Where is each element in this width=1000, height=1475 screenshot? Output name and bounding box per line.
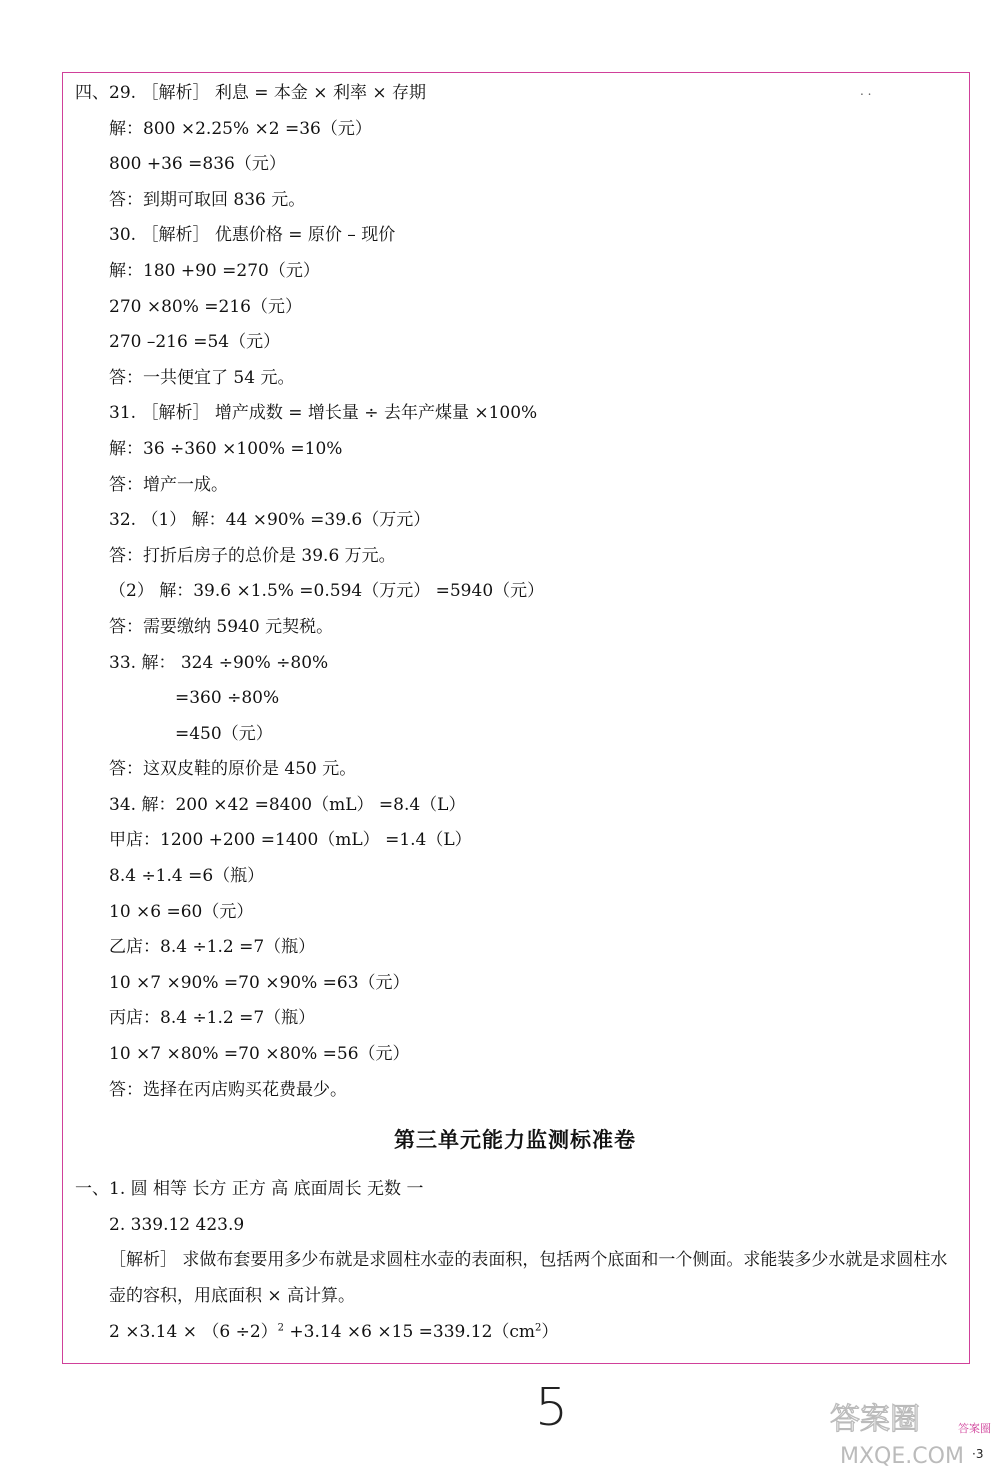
text-line: 270 ×80% =216（元） xyxy=(109,296,302,317)
text-line: =450（元） xyxy=(175,723,273,744)
page-number: ·3 xyxy=(972,1447,984,1461)
text-line: 答：选择在丙店购买花费最少。 xyxy=(109,1079,347,1100)
formula-before: 2 ×3.14 × （6 ÷2） xyxy=(109,1321,278,1342)
answer-content xyxy=(75,76,955,1350)
text-line: 答：需要缴纳 5940 元契税。 xyxy=(109,616,334,637)
solutions-unit-three xyxy=(75,1172,955,1243)
text-line: 800 +36 =836（元） xyxy=(109,154,286,175)
section-heading: 第三单元能力监测标准卷 xyxy=(394,1128,636,1153)
formula-after: +3.14 ×6 ×15 =339.12（cm xyxy=(284,1321,536,1342)
analysis-paragraph: ［解析］ 求做布套要用多少布就是求圆柱水壶的表面积，包括两个底面和一个侧面。求能装多少水就是求圆柱水壶的容积，用底面积 × 高计算。 xyxy=(109,1250,948,1306)
text-line: 一、1. 圆 相等 长方 正方 高 底面周长 无数 一 xyxy=(75,1179,424,1200)
watermark-main: 答案圈 xyxy=(830,1402,920,1437)
formula-close: ） xyxy=(541,1321,559,1342)
text-line: 答：这双皮鞋的原价是 450 元。 xyxy=(109,759,357,780)
text-line: 2. 339.12 423.9 xyxy=(109,1214,245,1235)
text-line: （2） 解：39.6 ×1.5% =0.594（万元） =5940（元） xyxy=(109,581,545,602)
text-line: 解：180 +90 =270（元） xyxy=(109,260,320,281)
formula-line xyxy=(75,1315,955,1351)
text-line: 33. 解： 324 ÷90% ÷80% xyxy=(109,652,329,673)
text-line: 解：800 ×2.25% ×2 =36（元） xyxy=(109,118,372,139)
text-line: 270 –216 =54（元） xyxy=(109,332,281,353)
text-line: 31. ［解析］ 增产成数 = 增长量 ÷ 去年产煤量 ×100% xyxy=(109,403,538,424)
text-line: 四、29. ［解析］ 利息 = 本金 × 利率 × 存期 xyxy=(75,83,426,103)
text-line: 甲店：1200 +200 =1400（mL） =1.4（L） xyxy=(109,830,472,851)
text-line: 答：打折后房子的总价是 39.6 万元。 xyxy=(109,545,396,566)
text-line: 10 ×7 ×80% =70 ×80% =56（元） xyxy=(109,1044,410,1065)
corner-marks: . . xyxy=(860,84,872,98)
text-line: 10 ×7 ×90% =70 ×90% =63（元） xyxy=(109,972,410,993)
formula-exponent: 2 xyxy=(277,1321,285,1333)
text-line: 答：到期可取回 836 元。 xyxy=(109,189,306,210)
unit-exponent: 2 xyxy=(535,1321,542,1333)
corner-badge: 答案圈 xyxy=(958,1422,991,1435)
text-line: 丙店：8.4 ÷1.2 =7（瓶） xyxy=(109,1008,316,1029)
text-line: 10 ×6 =60（元） xyxy=(109,901,254,922)
handwritten-page-mark: 5 xyxy=(535,1378,569,1438)
text-line: 8.4 ÷1.4 =6（瓶） xyxy=(109,866,265,887)
text-line: 解：36 ÷360 ×100% =10% xyxy=(109,438,343,459)
text-line: 32. （1） 解：44 ×90% =39.6（万元） xyxy=(109,510,431,531)
text-line: 答：增产一成。 xyxy=(109,474,228,495)
text-line: 答：一共便宜了 54 元。 xyxy=(109,367,295,388)
solutions-part-four xyxy=(75,76,955,1108)
watermark-url: MXQE.COM xyxy=(840,1444,964,1469)
text-line: 34. 解：200 ×42 =8400（mL） =8.4（L） xyxy=(109,794,466,815)
text-line: 乙店：8.4 ÷1.2 =7（瓶） xyxy=(109,937,316,958)
text-line: 30. ［解析］ 优惠价格 = 原价 – 现价 xyxy=(109,225,396,246)
text-line: =360 ÷80% xyxy=(175,688,280,709)
